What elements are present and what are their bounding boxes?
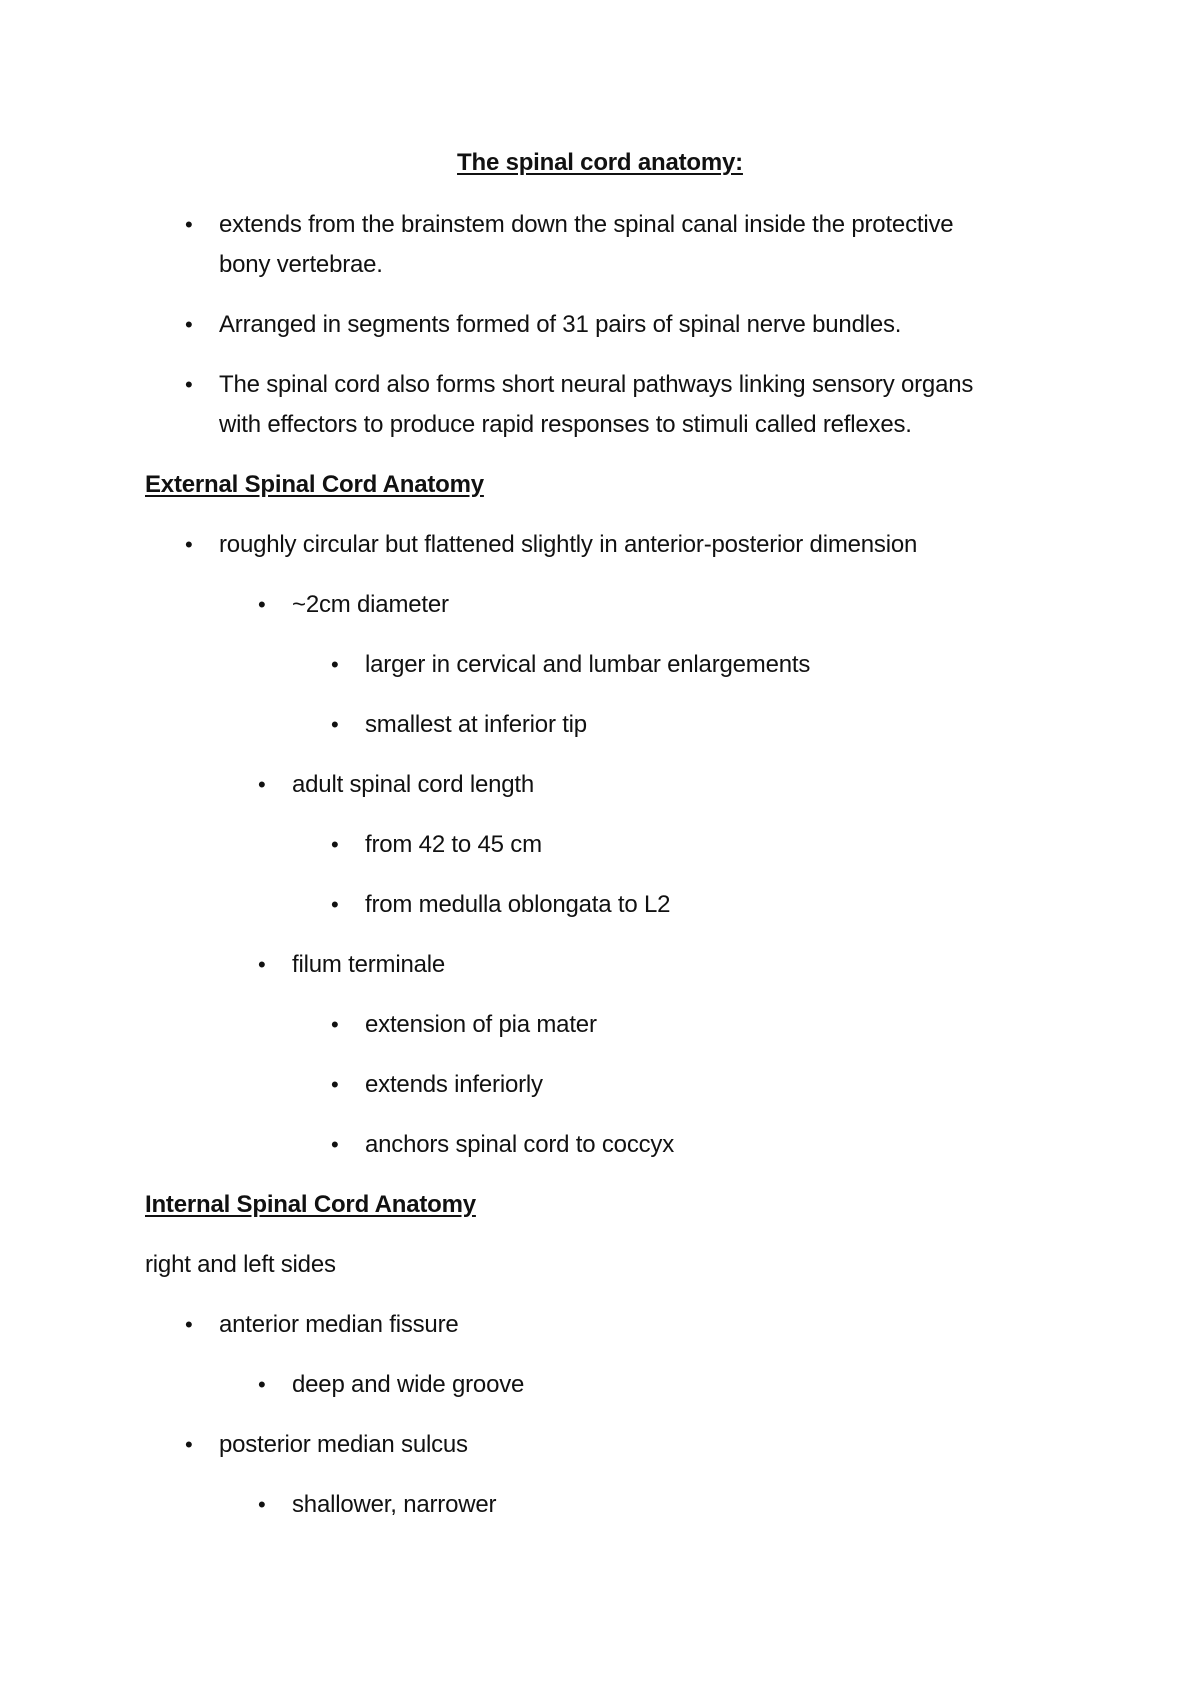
list-item: deep and wide groove: [292, 1371, 525, 1398]
bullet-marker: •: [258, 952, 266, 977]
intro-bullet-1-line-2: bony vertebrae.: [219, 251, 383, 278]
bullet-marker: •: [331, 652, 339, 677]
bullet-marker: •: [258, 592, 266, 617]
intro-bullet-3-line-2: with effectors to produce rapid responses to stimuli called reflexes.: [219, 411, 912, 438]
bullet-marker: •: [331, 1012, 339, 1037]
list-item: shallower, narrower: [292, 1491, 497, 1518]
list-item: posterior median sulcus: [219, 1431, 468, 1458]
list-item: larger in cervical and lumbar enlargements: [365, 651, 811, 678]
intro-bullet-3-line-1: The spinal cord also forms short neural pathways linking sensory organs: [219, 371, 974, 398]
bullet-marker: •: [185, 312, 193, 337]
list-item: anterior median fissure: [219, 1311, 459, 1338]
bullet-marker: •: [331, 1132, 339, 1157]
list-item: from 42 to 45 cm: [365, 831, 542, 858]
list-item: extends inferiorly: [365, 1071, 543, 1098]
bullet-marker: •: [185, 1432, 193, 1457]
bullet-marker: •: [185, 212, 193, 237]
bullet-marker: •: [331, 832, 339, 857]
document-title: The spinal cord anatomy:: [457, 149, 743, 176]
external-anatomy-heading: External Spinal Cord Anatomy: [145, 471, 484, 498]
list-item: anchors spinal cord to coccyx: [365, 1131, 675, 1158]
list-item: roughly circular but flattened slightly in anterior-posterior dimension: [219, 531, 918, 558]
bullet-marker: •: [331, 892, 339, 917]
internal-subheading: right and left sides: [145, 1251, 336, 1278]
bullet-marker: •: [331, 1072, 339, 1097]
list-item: filum terminale: [292, 951, 446, 978]
bullet-marker: •: [258, 1372, 266, 1397]
bullet-marker: •: [185, 372, 193, 397]
list-item: extension of pia mater: [365, 1011, 597, 1038]
internal-anatomy-heading: Internal Spinal Cord Anatomy: [145, 1191, 476, 1218]
list-item: smallest at inferior tip: [365, 711, 587, 738]
list-item: ~2cm diameter: [292, 591, 449, 618]
list-item: from medulla oblongata to L2: [365, 891, 671, 918]
intro-bullet-2: Arranged in segments formed of 31 pairs of spinal nerve bundles.: [219, 311, 902, 338]
bullet-marker: •: [258, 772, 266, 797]
list-item: adult spinal cord length: [292, 771, 535, 798]
bullet-marker: •: [331, 712, 339, 737]
bullet-marker: •: [258, 1492, 266, 1517]
bullet-marker: •: [185, 1312, 193, 1337]
intro-bullet-1-line-1: extends from the brainstem down the spinal canal inside the protective: [219, 211, 954, 238]
bullet-marker: •: [185, 532, 193, 557]
